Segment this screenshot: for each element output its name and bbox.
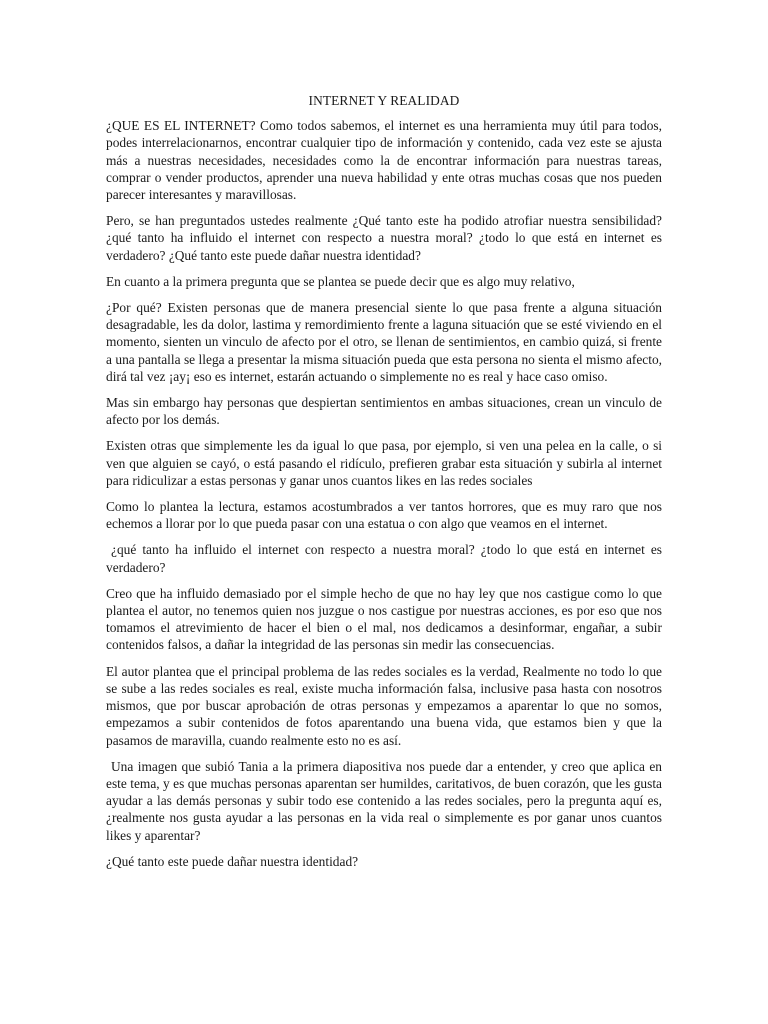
paragraph-identity-question: ¿Qué tanto este puede dañar nuestra identidad? (106, 853, 359, 869)
paragraph-influence: Creo que ha influido demasiado por el simple hecho de que no hay ley que nos castigue como lo que plantea el autor, no tenemos quien nos juzgue o nos castigue por nuestras acciones, es por eso que nos tomamos el atrevimiento de hacer el bien o el mal, nos dedicamos a desinformar, engañar, a subir contenidos falsos, a dañar la integridad de las personas sin medir las consecuencias. (106, 585, 662, 653)
document-title: INTERNET Y REALIDAD (308, 93, 460, 108)
paragraph-why: ¿Por qué? Existen personas que de manera presencial siente lo que pasa frente a alguna situación desagradable, les da dolor, lastima y remordimiento frente a laguna situación que se esté viviendo en el momento, sienten un vinculo de afecto por el otro, se llenan de sentimientos, en cambio quizá, si frente a una pantalla se llega a presentar la misma situación pueda que esta persona no sienta el mismo afecto, dirá tal vez ¡ay¡ eso es internet, estarán actuando o simplemente no es real y hace caso omiso. (106, 300, 662, 384)
paragraph-truth: El autor plantea que el principal problema de las redes sociales es la verdad, Realmente no todo lo que se sube a las redes sociales es real, existe mucha información falsa, inclusive pasa hasta con nosotros mismos, que por buscar aprobación de otras personas y empezamos a aparentar lo que no somos, empezamos a subir contenidos de fotos aparentando una buena vida, que estamos bien y que la pasamos de maravilla, cuando realmente esto no es así. (106, 663, 662, 748)
paragraph-reading: Como lo plantea la lectura, estamos acostumbrados a ver tantos horrores, que es muy raro que nos echemos a llorar por lo que pueda pasar con una estatua o con algo que veamos en el internet. (106, 499, 662, 532)
paragraph-tania-image: Una imagen que subió Tania a la primera diapositiva nos puede dar a entender, y creo que aplica en este tema, y es que muchas personas aparentan ser humildes, caritativos, de buen corazón, que les gusta ayudar a las demás personas y subir todo ese contenido a las redes sociales, pero la pregunta aquí es, ¿realmente nos gusta ayudar a las personas en la vida real o simplemente es por ganar unos cuantos likes y aparentar? (106, 758, 662, 843)
paragraph-what-is-internet: ¿QUE ES EL INTERNET? Como todos sabemos, el internet es una herramienta muy útil para todos, podes interrelacionarnos, encontrar cualquier tipo de información y contenido, cada vez este se ajusta más a nuestras necesidades, necesidades como la de encontrar información para nuestras tareas, comprar o vender productos, aprender una nueva habilidad y ente otras muchas cosas que nos pueden parecer interesantes y maravillosas. (106, 118, 662, 203)
paragraph-questions: Pero, se han preguntados ustedes realmente ¿Qué tanto este ha podido atrofiar nuestra sensibilidad? ¿qué tanto ha influido el internet con respecto a nuestra moral? ¿todo lo que está en internet es verdadero? ¿Qué tanto este puede dañar nuestra identidad? (106, 213, 662, 263)
paragraph-both-situations: Mas sin embargo hay personas que despiertan sentimientos en ambas situaciones, crean un vinculo de afecto por los demás. (106, 395, 662, 428)
paragraph-indifferent: Existen otras que simplemente les da igual lo que pasa, por ejemplo, si ven una pelea en la calle, o si ven que alguien se cayó, o está pasando el ridículo, prefieren grabar esta situación y subirla al internet para ridiculizar a estas personas y ganar unos cuantos likes en las redes sociales (106, 438, 662, 488)
paragraph-moral-question: ¿qué tanto ha influido el internet con respecto a nuestra moral? ¿todo lo que está en internet es verdadero? (106, 542, 662, 575)
paragraph-first-question: En cuanto a la primera pregunta que se plantea se puede decir que es algo muy relativo, (106, 273, 575, 289)
